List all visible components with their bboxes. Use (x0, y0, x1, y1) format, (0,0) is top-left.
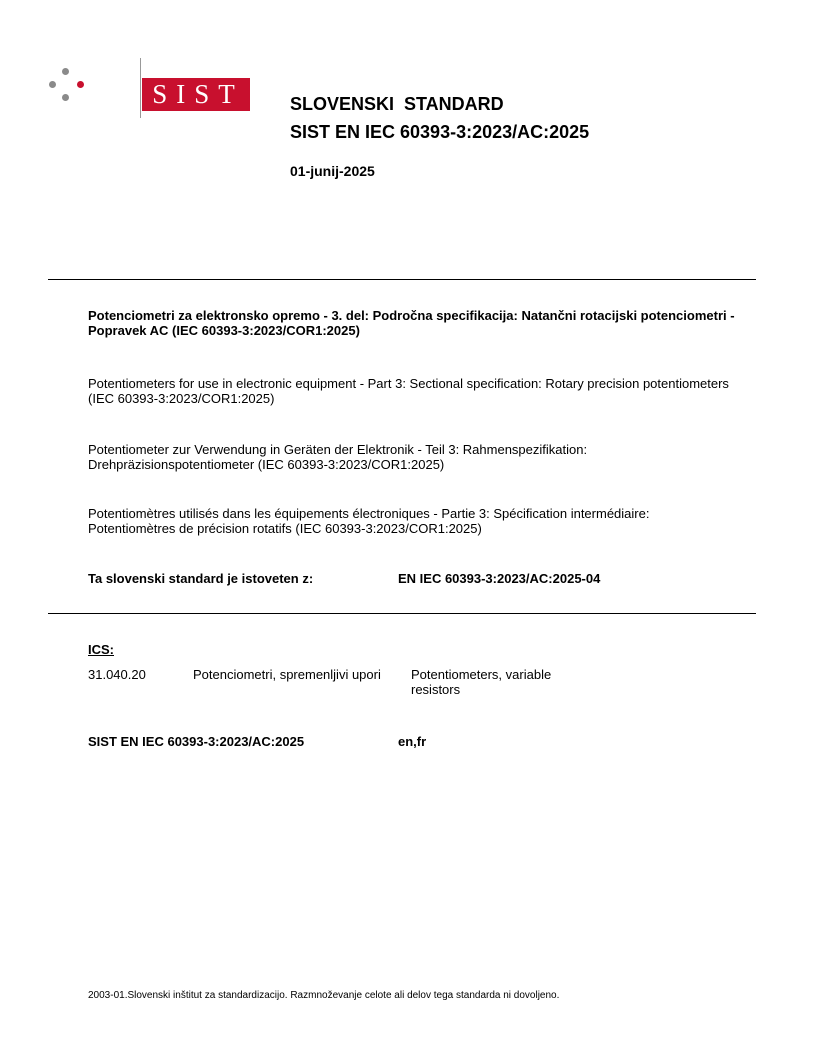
sist-logo (46, 58, 244, 120)
logo-dot (77, 81, 84, 88)
footer-standard-code: SIST EN IEC 60393-3:2023/AC:2025 (88, 734, 305, 749)
logo-dot (62, 94, 69, 101)
title-german: Potentiometer zur Verwendung in Geräten der Elektronik - Teil 3: Rahmenspezifikation: Drehpräzisionspotentiometer (IEC 60393-3:2023/COR1:2025) (88, 442, 588, 472)
title-english: Potentiometers for use in electronic equipment - Part 3: Sectional specification: Rotary precision potentiometers (IEC 60393-3:2023/COR1:2025) (88, 376, 729, 406)
standard-type: SLOVENSKI STANDARD (290, 94, 504, 114)
copyright-notice: 2003-01.Slovenski inštitut za standardizacijo. Razmnoževanje celote ali delov tega standarda ni dovoljeno. (88, 990, 560, 1001)
ics-description-en: Potentiometers, variable resistors (411, 667, 552, 697)
top-rule (48, 279, 756, 280)
logo-dot (62, 68, 69, 75)
ics-code: 31.040.20 (88, 667, 146, 682)
title-slovenian: Potenciometri za elektronsko opremo - 3. del: Področna specifikacija: Natančni rotacijski potenciometri - Popravek AC (IEC 60393-3:2023/COR1:2025) (88, 308, 735, 338)
title-french: Potentiomètres utilisés dans les équipements électroniques - Partie 3: Spécification intermédiaire: Potentiomètres de précision rotatifs (IEC 60393-3:2023/COR1:2025) (88, 506, 650, 536)
ics-label: ICS: (88, 642, 114, 657)
logo-divider (140, 58, 141, 118)
standard-code: SIST EN IEC 60393-3:2023/AC:2025 (290, 122, 590, 142)
footer-languages: en,fr (398, 734, 427, 749)
publication-date: 01-junij-2025 (290, 163, 375, 179)
ics-description-sl: Potenciometri, spremenljivi upori (193, 667, 381, 682)
identical-label: Ta slovenski standard je istoveten z: (88, 571, 314, 586)
logo-wordmark: SIST (142, 78, 250, 111)
bottom-rule (48, 613, 756, 614)
logo-dot (49, 81, 56, 88)
identical-value: EN IEC 60393-3:2023/AC:2025-04 (398, 571, 601, 586)
